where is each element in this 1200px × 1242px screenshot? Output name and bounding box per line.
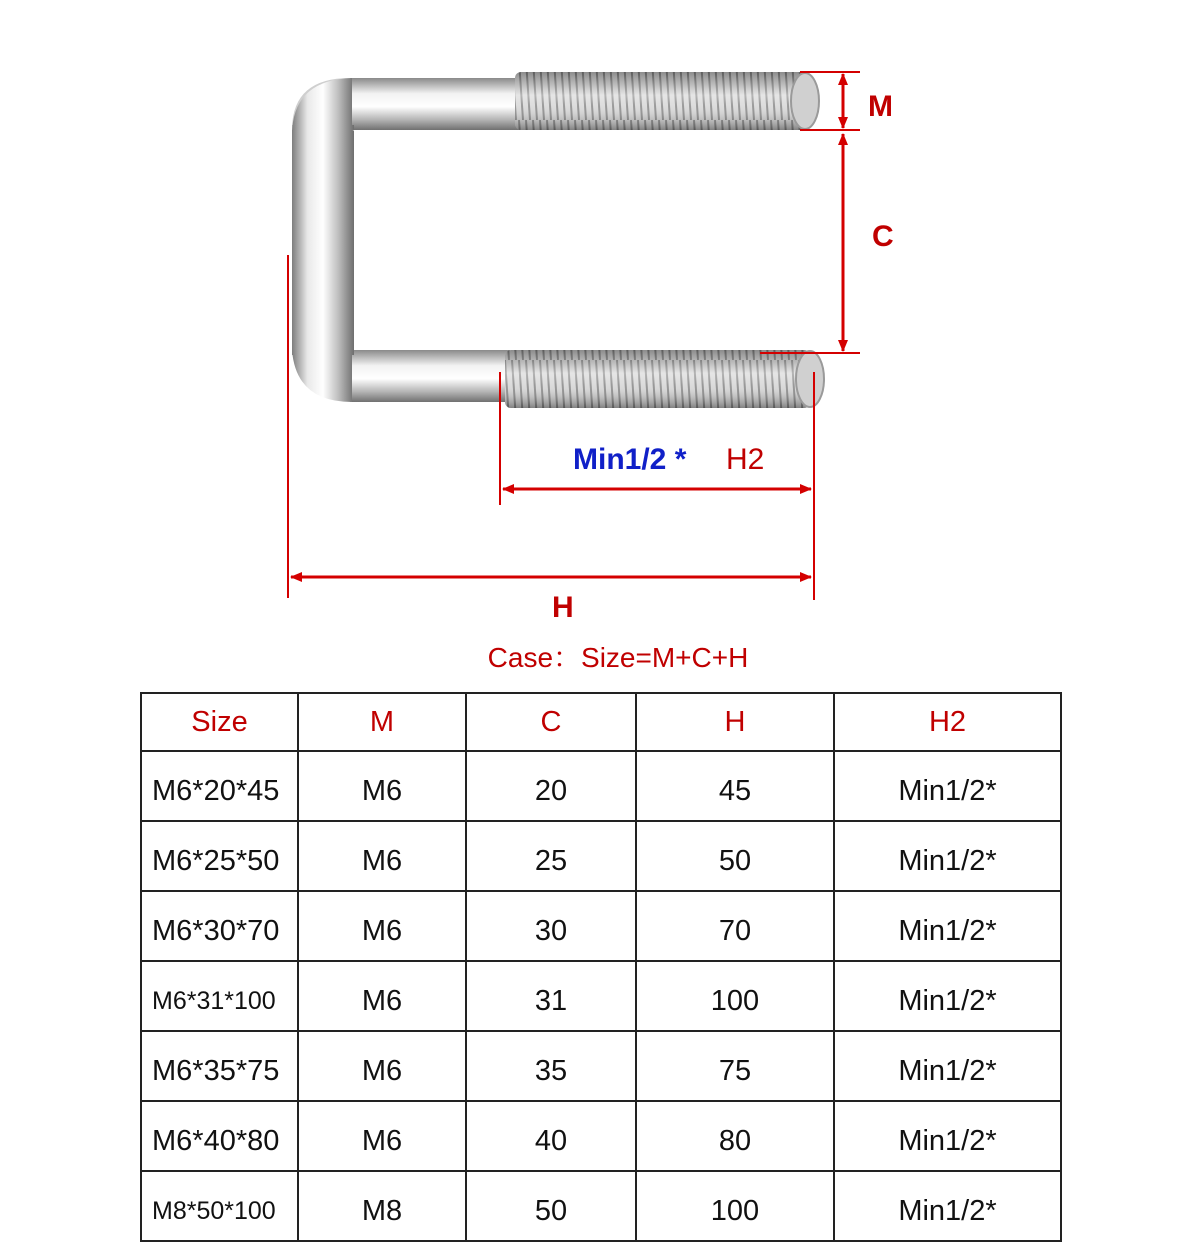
label-h: H [552,591,574,624]
cell-h: 100 [636,1171,834,1241]
header-m: M [298,693,466,751]
table-row [141,961,1061,1031]
dimension-c [760,134,894,353]
cell-size: M6*35*75 [141,1031,298,1101]
cell-h2: Min1/2* [834,1171,1061,1241]
cell-h: 50 [636,821,834,891]
cell-m: M8 [298,1171,466,1241]
cell-h2: Min1/2* [834,821,1061,891]
cell-size: M6*20*45 [141,751,298,821]
cell-c: 31 [466,961,636,1031]
cell-h2: Min1/2* [834,1101,1061,1171]
cell-m: M6 [298,1101,466,1171]
cell-h: 100 [636,961,834,1031]
cell-m: M6 [298,751,466,821]
cell-size: M8*50*100 [141,1171,298,1241]
cell-c: 40 [466,1101,636,1171]
label-c: C [872,220,894,253]
cell-m: M6 [298,1031,466,1101]
header-h2: H2 [834,693,1061,751]
cell-c: 35 [466,1031,636,1101]
cell-h: 75 [636,1031,834,1101]
cell-c: 25 [466,821,636,891]
label-h2-suffix: H2 [726,443,765,476]
u-bolt-image [292,72,824,408]
cell-c: 30 [466,891,636,961]
header-h: H [636,693,834,751]
cell-m: M6 [298,821,466,891]
table-row [141,891,1061,961]
cell-h2: Min1/2* [834,891,1061,961]
cell-size: M6*25*50 [141,821,298,891]
label-h2-prefix: Min1/2 * [573,443,687,476]
cell-h2: Min1/2* [834,961,1061,1031]
table-row [141,821,1061,891]
table-row [141,751,1061,821]
cell-size: M6*31*100 [141,961,298,1031]
header-c: C [466,693,636,751]
label-m: M [868,90,893,123]
table-row [141,1031,1061,1101]
cell-size: M6*30*70 [141,891,298,961]
table-row [141,1171,1061,1241]
cell-h: 45 [636,751,834,821]
table-row [141,1101,1061,1171]
cell-c: 50 [466,1171,636,1241]
cell-m: M6 [298,961,466,1031]
cell-m: M6 [298,891,466,961]
size-formula-caption: Case：Size=M+C+H [487,642,749,673]
cell-h: 70 [636,891,834,961]
size-table [140,692,1062,1242]
cell-h2: Min1/2* [834,751,1061,821]
cell-h: 80 [636,1101,834,1171]
cell-c: 20 [466,751,636,821]
header-size: Size [141,693,298,751]
cell-size: M6*40*80 [141,1101,298,1171]
cell-h2: Min1/2* [834,1031,1061,1101]
table-header-row [141,693,1061,751]
dimension-h [288,255,811,624]
